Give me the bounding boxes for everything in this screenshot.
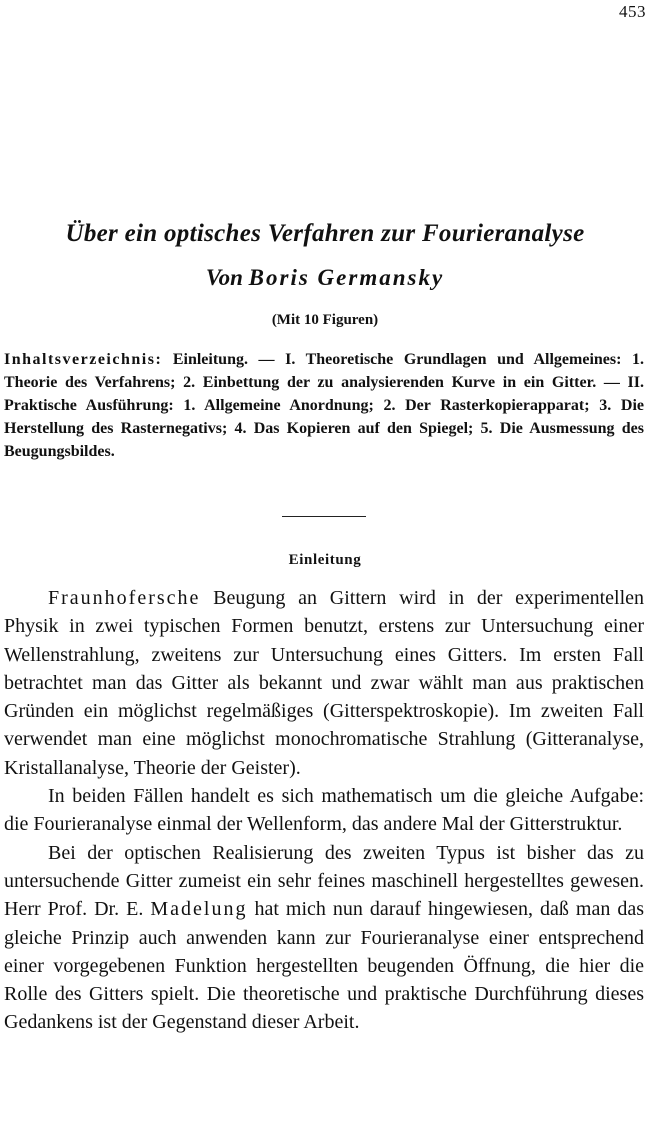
paragraph-1 (4, 584, 644, 782)
author-name: Boris Germansky (248, 265, 445, 290)
author-prefix: Von (205, 265, 243, 290)
author-line (0, 265, 650, 291)
toc-label: Inhaltsverzeichnis: (4, 351, 163, 368)
page-number: 453 (619, 2, 646, 21)
paragraph-1-text: Beugung an Gittern wird in der experimentellen Physik in zwei typischen Formen benutzt, erstens zur Untersuchung einer Wellenstrahlung, zweitens zur Untersuchung eines Gitters. Im ersten Fall betrachtet man das Gitter als bekannt und zwar wählt man aus praktischen Gründen ein möglichst regelmäßiges (Gitterspektroskopie). Im zweiten Fall verwendet man eine möglichst monochromatische Strahlung (Gitteranalyse, Kristallanalyse, Theorie der Geister). (4, 587, 644, 779)
paragraph-3-after: hat mich nun darauf hingewiesen, daß man das gleiche Prinzip auch anwenden kann zur Fourieranalyse einer entsprechend einer vorgegebenen Funktion hergestellten beugenden Öffnung, die hier die Rolle des Gitters spielt. Die theoretische und praktische Durchführung dieses Gedankens ist der Gegenstand dieser Arbeit. (4, 898, 644, 1034)
paragraph-3 (4, 839, 644, 1037)
body-text (4, 584, 644, 1037)
section-divider (282, 516, 366, 517)
paragraph-2: In beiden Fällen handelt es sich mathematisch um die gleiche Aufgabe: die Fourieranalyse einmal der Wellenform, das andere Mal der Gitterstruktur. (4, 785, 644, 836)
table-of-contents (4, 348, 644, 463)
article-title: Über ein optisches Verfahren zur Fourieranalyse (65, 220, 585, 247)
section-heading: Einleitung (288, 552, 362, 568)
toc-text: Einleitung. — I. Theoretische Grundlagen und Allgemeines: 1. Theorie des Verfahrens; 2. Einbettung der zu analysierenden Kurve in ein Gitter. — II. Praktische Ausführung: 1. Allgemeine Anordnung; 2. Der Rasterkopierapparat; 3. Die Herstellung des Rasternegativs; 4. Das Kopieren auf den Spiegel; 5. Die Ausmessung des Beugungsbildes. (4, 351, 644, 460)
paragraph-1-lead: Fraunhofersche (48, 587, 201, 609)
figures-note: (Mit 10 Figuren) (271, 312, 379, 328)
paragraph-3-name: Madelung (150, 898, 248, 921)
paragraph-3-before: Bei der optischen Realisierung des zweiten Typus ist bisher das zu untersuchende Gitter zumeist ein sehr feines maschinell hergestelltes gewesen. Herr Prof. Dr. E. (4, 841, 644, 921)
